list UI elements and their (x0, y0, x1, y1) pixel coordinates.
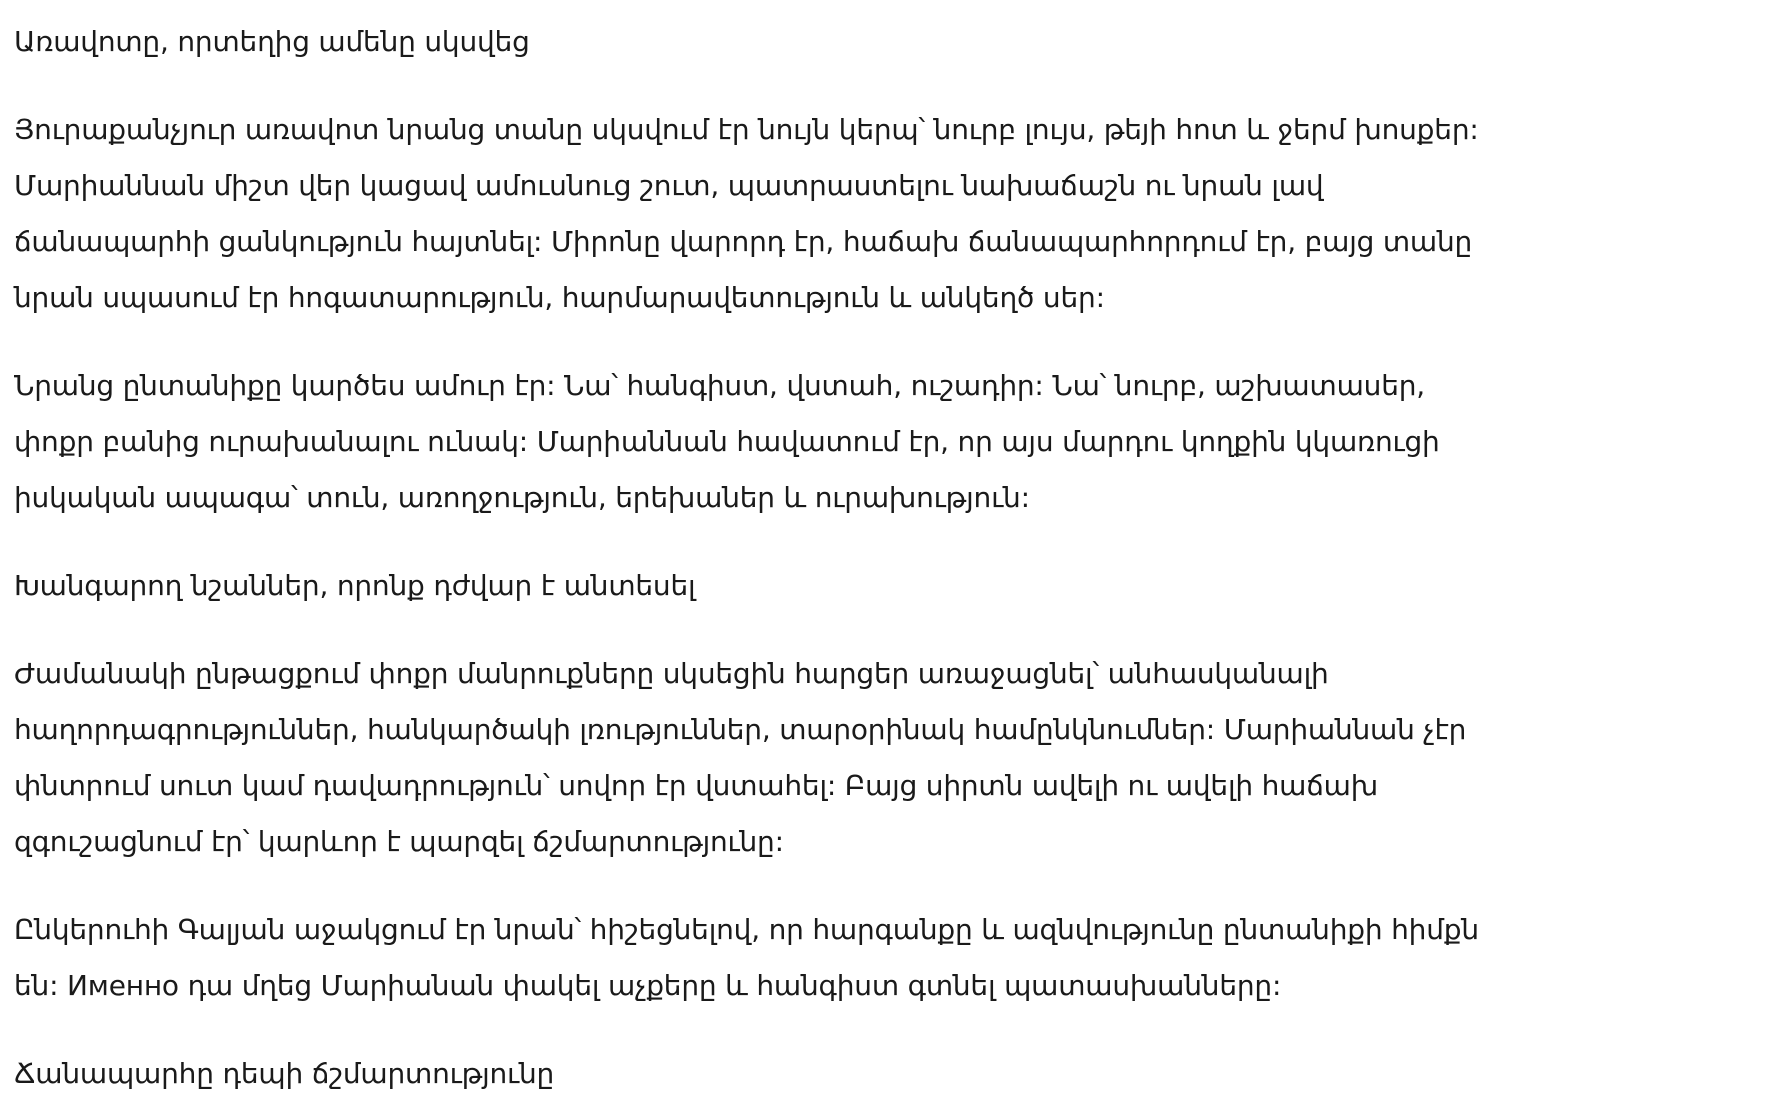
paragraph-line: փնտրում սուտ կամ դավադրություն՝ սովոր էր վստահել: Բայց սիրտն ավելի ու ավելի հաճախ (14, 769, 1378, 802)
paragraph-line: Ժամանակի ընթացքում փոքր մանրուքները սկսեցին հարցեր առաջացնել՝ անհասկանալի (14, 657, 1329, 690)
section-path-to-truth (14, 1046, 1770, 1102)
section-warning-signs (14, 558, 1770, 1014)
paragraph (14, 646, 1770, 870)
paragraph-line: Յուրաքանչյուր առավոտ նրանց տանը սկսվում էր նույն կերպ՝ նուրբ լույս, թեյի հոտ և ջերմ խոսքեր: (14, 113, 1479, 146)
paragraph-line: իսկական ապագա՝ տուն, առողջություն, երեխաներ և ուրախություն: (14, 481, 1030, 514)
paragraph-line: Մարիաննան միշտ վեր կացավ ամուսնուց շուտ, պատրաստելու նախաճաշն ու նրան լավ (14, 169, 1324, 202)
paragraph-line: Ընկերուհի Գալյան աջակցում էր նրան՝ հիշեցնելով, որ հարգանքը և ազնվությունը ընտանիքի հիմքն (14, 913, 1479, 946)
paragraph (14, 902, 1770, 1014)
section-heading: Առավոտը, որտեղից ամենը սկսվեց (14, 25, 530, 58)
paragraph-line: զգուշացնում էր՝ կարևոր է պարզել ճշմարտությունը: (14, 825, 784, 858)
section-heading: Խանգարող նշաններ, որոնք դժվար է անտեսել (14, 569, 696, 602)
paragraph-line: Նրանց ընտանիքը կարծես ամուր էր: Նա՝ հանգիստ, վստահ, ուշադիր: Նա՝ նուրբ, աշխատասեր, (14, 369, 1425, 402)
paragraph (14, 358, 1770, 526)
paragraph-line: նրան սպասում էր հոգատարություն, հարմարավետություն և անկեղծ սեր: (14, 281, 1105, 314)
paragraph-line: ճանապարհի ցանկություն հայտնել: Միրոնը վարորդ էր, հաճախ ճանապարհորդում էր, բայց տանը (14, 225, 1473, 258)
section-morning (14, 14, 1770, 526)
paragraph (14, 102, 1770, 326)
paragraph-line: հաղորդագրություններ, հանկարծակի լռություններ, տարօրինակ համընկնումներ: Մարիաննան չէր (14, 713, 1467, 746)
section-heading: Ճանապարհը դեպի ճշմարտությունը (14, 1057, 555, 1090)
paragraph-line: են: Именно դա մղեց Մարիանան փակել աչքերը և հանգիստ գտնել պատասխանները: (14, 969, 1282, 1002)
paragraph-line: փոքր բանից ուրախանալու ունակ: Մարիաննան հավատում էր, որ այս մարդու կողքին կկառուցի (14, 425, 1440, 458)
